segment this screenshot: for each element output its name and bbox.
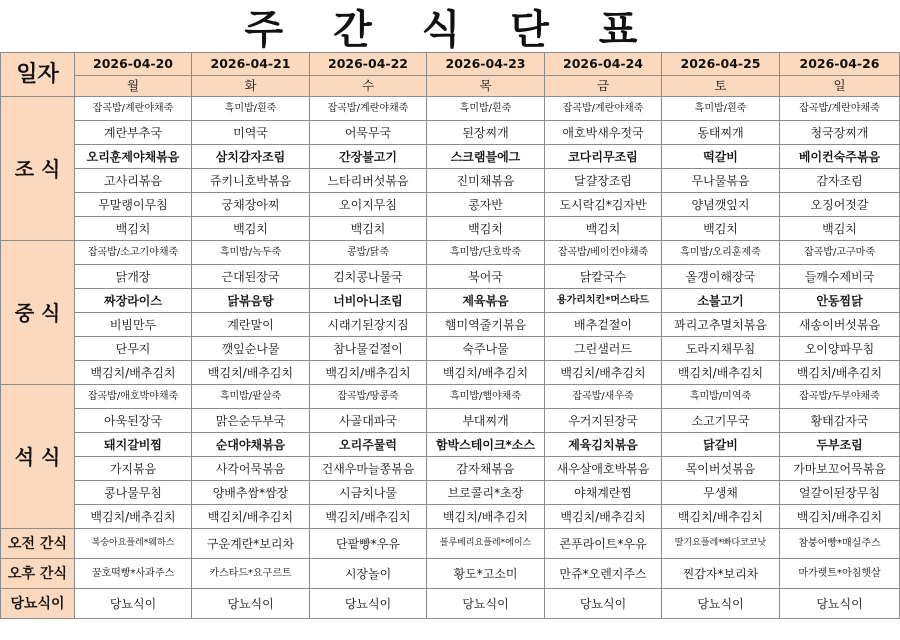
meal-row <box>1 337 900 361</box>
menu-item: 백김치/배추김치 <box>545 361 662 385</box>
menu-item: 제육김치볶음 <box>545 433 662 457</box>
snack-item: 시장놀이 <box>310 559 427 589</box>
menu-item: 소불고기 <box>662 289 780 313</box>
menu-item: 브로콜리*초장 <box>427 481 545 505</box>
meal-section-label: 중 식 <box>1 241 75 385</box>
menu-item: 너비아니조림 <box>310 289 427 313</box>
menu-item: 잡곡밥/새우죽 <box>545 385 662 409</box>
menu-item: 백김치 <box>662 217 780 241</box>
meal-row <box>1 457 900 481</box>
menu-item: 백김치/배추김치 <box>662 505 780 529</box>
menu-item: 함박스테이크*소스 <box>427 433 545 457</box>
meal-row <box>1 121 900 145</box>
snack-item: 당뇨식이 <box>75 589 192 619</box>
date-cell: 2026-04-26 <box>780 53 900 76</box>
meal-row <box>1 481 900 505</box>
menu-item: 흑미밥/미역죽 <box>662 385 780 409</box>
menu-item: 계란말이 <box>192 313 310 337</box>
meal-row <box>1 433 900 457</box>
snack-item: 블루베리요플레*에이스 <box>427 529 545 559</box>
snack-item: 마가렛트*아침햇살 <box>780 559 900 589</box>
snack-label: 오전 간식 <box>1 529 75 559</box>
weekday-cell: 일 <box>780 76 900 97</box>
snack-item: 당뇨식이 <box>427 589 545 619</box>
snack-label: 오후 간식 <box>1 559 75 589</box>
menu-item: 닭칼국수 <box>545 265 662 289</box>
menu-item: 흑미밥/팥살죽 <box>192 385 310 409</box>
menu-item: 가마보꼬어묵볶음 <box>780 457 900 481</box>
menu-item: 백김치/배추김치 <box>75 505 192 529</box>
menu-item: 우거지된장국 <box>545 409 662 433</box>
menu-item: 동태찌개 <box>662 121 780 145</box>
menu-item: 무생채 <box>662 481 780 505</box>
menu-item: 잡곡밥/계란야채죽 <box>545 97 662 121</box>
menu-item: 잡곡밥/베이컨야채죽 <box>545 241 662 265</box>
menu-item: 백김치/배추김치 <box>427 505 545 529</box>
menu-item: 오리주물럭 <box>310 433 427 457</box>
menu-item: 꽈리고추멸치볶음 <box>662 313 780 337</box>
menu-item: 백김치/배추김치 <box>427 361 545 385</box>
menu-item: 잡곡밥/계란야채죽 <box>310 97 427 121</box>
menu-item: 맑은순두부국 <box>192 409 310 433</box>
menu-item: 스크램블에그 <box>427 145 545 169</box>
snack-item: 카스타드*요구르트 <box>192 559 310 589</box>
weekday-cell: 화 <box>192 76 310 97</box>
menu-item: 청국장찌개 <box>780 121 900 145</box>
menu-item: 단무지 <box>75 337 192 361</box>
menu-item: 간장불고기 <box>310 145 427 169</box>
menu-item: 돼지갈비찜 <box>75 433 192 457</box>
menu-item: 두부조림 <box>780 433 900 457</box>
meal-row <box>1 169 900 193</box>
menu-item: 순대야채볶음 <box>192 433 310 457</box>
menu-item: 잡곡밥/계란야채죽 <box>780 97 900 121</box>
weekday-cell: 금 <box>545 76 662 97</box>
menu-item: 숙주나물 <box>427 337 545 361</box>
menu-item: 오징어젓갈 <box>780 193 900 217</box>
weekday-cell: 목 <box>427 76 545 97</box>
menu-item: 콩밥/닭죽 <box>310 241 427 265</box>
menu-item: 흑미밥/단호박죽 <box>427 241 545 265</box>
menu-item: 새송이버섯볶음 <box>780 313 900 337</box>
menu-item: 감자조림 <box>780 169 900 193</box>
menu-item: 백김치 <box>75 217 192 241</box>
menu-item: 시금치나물 <box>310 481 427 505</box>
menu-item: 궁채장아찌 <box>192 193 310 217</box>
menu-item: 흑미밥/녹두죽 <box>192 241 310 265</box>
meal-row <box>1 385 900 409</box>
menu-item: 야채계란찜 <box>545 481 662 505</box>
date-header: 일자 <box>1 53 75 97</box>
page-title: 주 간 식 단 표 <box>244 6 656 53</box>
menu-item: 느타리버섯볶음 <box>310 169 427 193</box>
menu-item: 소고기무국 <box>662 409 780 433</box>
meal-row <box>1 193 900 217</box>
menu-item: 제육볶음 <box>427 289 545 313</box>
menu-item: 닭갈비 <box>662 433 780 457</box>
title-row <box>0 0 900 52</box>
menu-item: 백김치/배추김치 <box>662 361 780 385</box>
menu-item: 잡곡밥/소고기야채죽 <box>75 241 192 265</box>
menu-item: 사골대파국 <box>310 409 427 433</box>
menu-item: 백김치 <box>310 217 427 241</box>
menu-item: 달걀장조림 <box>545 169 662 193</box>
menu-item: 삼치감자조림 <box>192 145 310 169</box>
menu-item: 용가리치킨*머스타드 <box>545 289 662 313</box>
meal-row <box>1 505 900 529</box>
menu-item: 부대찌개 <box>427 409 545 433</box>
menu-item: 짜장라이스 <box>75 289 192 313</box>
menu-item: 백김치/배추김치 <box>780 361 900 385</box>
menu-item: 목이버섯볶음 <box>662 457 780 481</box>
date-cell: 2026-04-21 <box>192 53 310 76</box>
menu-item: 흑미밥/흰죽 <box>427 97 545 121</box>
menu-item: 잡곡밥/애호박야채죽 <box>75 385 192 409</box>
meal-row <box>1 217 900 241</box>
meal-row <box>1 289 900 313</box>
snack-item: 참붕어빵*매실주스 <box>780 529 900 559</box>
menu-item: 콩자반 <box>427 193 545 217</box>
snack-item: 당뇨식이 <box>545 589 662 619</box>
snack-item: 당뇨식이 <box>780 589 900 619</box>
snack-row <box>1 559 900 589</box>
menu-item: 양배추쌈*쌈장 <box>192 481 310 505</box>
menu-item: 된장찌개 <box>427 121 545 145</box>
menu-item: 백김치/배추김치 <box>545 505 662 529</box>
date-row <box>1 53 900 76</box>
menu-item: 아욱된장국 <box>75 409 192 433</box>
date-cell: 2026-04-24 <box>545 53 662 76</box>
meal-row <box>1 265 900 289</box>
snack-row <box>1 589 900 619</box>
snack-item: 콘푸라이트*우유 <box>545 529 662 559</box>
menu-item: 흑미밥/햄야채죽 <box>427 385 545 409</box>
menu-item: 오이양파무침 <box>780 337 900 361</box>
menu-table <box>0 52 900 619</box>
menu-item: 떡갈비 <box>662 145 780 169</box>
date-cell: 2026-04-20 <box>75 53 192 76</box>
menu-item: 애호박새우젓국 <box>545 121 662 145</box>
meal-section-label: 석 식 <box>1 385 75 529</box>
menu-item: 사각어묵볶음 <box>192 457 310 481</box>
snack-item: 황도*고소미 <box>427 559 545 589</box>
meal-row <box>1 97 900 121</box>
menu-item: 도시락김*김자반 <box>545 193 662 217</box>
meal-row <box>1 313 900 337</box>
menu-item: 안동찜닭 <box>780 289 900 313</box>
weekday-row <box>1 76 900 97</box>
snack-item: 딸기요플레*빠다코코낫 <box>662 529 780 559</box>
meal-section-label: 조 식 <box>1 97 75 241</box>
menu-item: 닭볶음탕 <box>192 289 310 313</box>
menu-item: 잡곡밥/두부야채죽 <box>780 385 900 409</box>
menu-item: 북어국 <box>427 265 545 289</box>
date-cell: 2026-04-23 <box>427 53 545 76</box>
menu-item: 코다리무조림 <box>545 145 662 169</box>
menu-item: 근대된장국 <box>192 265 310 289</box>
menu-item: 햄미역줄기볶음 <box>427 313 545 337</box>
menu-item: 계란부추국 <box>75 121 192 145</box>
menu-item: 백김치 <box>192 217 310 241</box>
meal-row <box>1 241 900 265</box>
menu-item: 흑미밥/오리훈제죽 <box>662 241 780 265</box>
menu-item: 김치콩나물국 <box>310 265 427 289</box>
menu-item: 베이컨숙주볶음 <box>780 145 900 169</box>
snack-label: 당뇨식이 <box>1 589 75 619</box>
date-cell: 2026-04-22 <box>310 53 427 76</box>
menu-item: 들깨수제비국 <box>780 265 900 289</box>
menu-item: 비빔만두 <box>75 313 192 337</box>
menu-item: 백김치 <box>545 217 662 241</box>
meal-row <box>1 409 900 433</box>
snack-item: 꿀호떡빵*사과주스 <box>75 559 192 589</box>
menu-item: 잡곡밥/고구마죽 <box>780 241 900 265</box>
menu-item: 황태감자국 <box>780 409 900 433</box>
menu-item: 백김치/배추김치 <box>780 505 900 529</box>
menu-item: 백김치 <box>780 217 900 241</box>
snack-item: 찐감자*보리차 <box>662 559 780 589</box>
menu-item: 새우살애호박볶음 <box>545 457 662 481</box>
menu-item: 올갱이해장국 <box>662 265 780 289</box>
date-cell: 2026-04-25 <box>662 53 780 76</box>
menu-item: 백김치 <box>427 217 545 241</box>
menu-item: 백김치/배추김치 <box>75 361 192 385</box>
menu-item: 시래기된장지짐 <box>310 313 427 337</box>
menu-item: 잡곡밥/땅콩죽 <box>310 385 427 409</box>
menu-item: 깻잎순나물 <box>192 337 310 361</box>
menu-item: 흑미밥/흰죽 <box>662 97 780 121</box>
snack-item: 당뇨식이 <box>662 589 780 619</box>
menu-item: 오이지무침 <box>310 193 427 217</box>
snack-row <box>1 529 900 559</box>
snack-item: 단팥빵*우유 <box>310 529 427 559</box>
menu-item: 백김치/배추김치 <box>310 361 427 385</box>
snack-item: 당뇨식이 <box>192 589 310 619</box>
snack-item: 구운계란*보리차 <box>192 529 310 559</box>
menu-item: 그린샐러드 <box>545 337 662 361</box>
menu-item: 백김치/배추김치 <box>192 505 310 529</box>
meal-row <box>1 361 900 385</box>
snack-item: 만쥬*오렌지주스 <box>545 559 662 589</box>
menu-item: 콩나물무침 <box>75 481 192 505</box>
menu-item: 배추겉절이 <box>545 313 662 337</box>
menu-item: 진미채볶음 <box>427 169 545 193</box>
weekday-cell: 토 <box>662 76 780 97</box>
menu-item: 잡곡밥/계란야채죽 <box>75 97 192 121</box>
menu-item: 고사리볶음 <box>75 169 192 193</box>
menu-item: 참나물겉절이 <box>310 337 427 361</box>
weekday-cell: 수 <box>310 76 427 97</box>
menu-item: 백김치/배추김치 <box>310 505 427 529</box>
menu-item: 백김치/배추김치 <box>192 361 310 385</box>
menu-item: 얼갈이된장무침 <box>780 481 900 505</box>
menu-item: 감자채볶음 <box>427 457 545 481</box>
meal-row <box>1 145 900 169</box>
menu-item: 닭개장 <box>75 265 192 289</box>
menu-item: 도라지채무침 <box>662 337 780 361</box>
menu-item: 건새우마늘쫑볶음 <box>310 457 427 481</box>
menu-item: 흑미밥/흰죽 <box>192 97 310 121</box>
menu-item: 무말랭이무침 <box>75 193 192 217</box>
menu-item: 양념깻잎지 <box>662 193 780 217</box>
menu-item: 무나물볶음 <box>662 169 780 193</box>
menu-item: 가지볶음 <box>75 457 192 481</box>
menu-item: 미역국 <box>192 121 310 145</box>
weekday-cell: 월 <box>75 76 192 97</box>
menu-item: 쥬키니호박볶음 <box>192 169 310 193</box>
menu-item: 오리훈제야채볶음 <box>75 145 192 169</box>
snack-item: 복숭아요플레*웨하스 <box>75 529 192 559</box>
menu-item: 어묵무국 <box>310 121 427 145</box>
snack-item: 당뇨식이 <box>310 589 427 619</box>
